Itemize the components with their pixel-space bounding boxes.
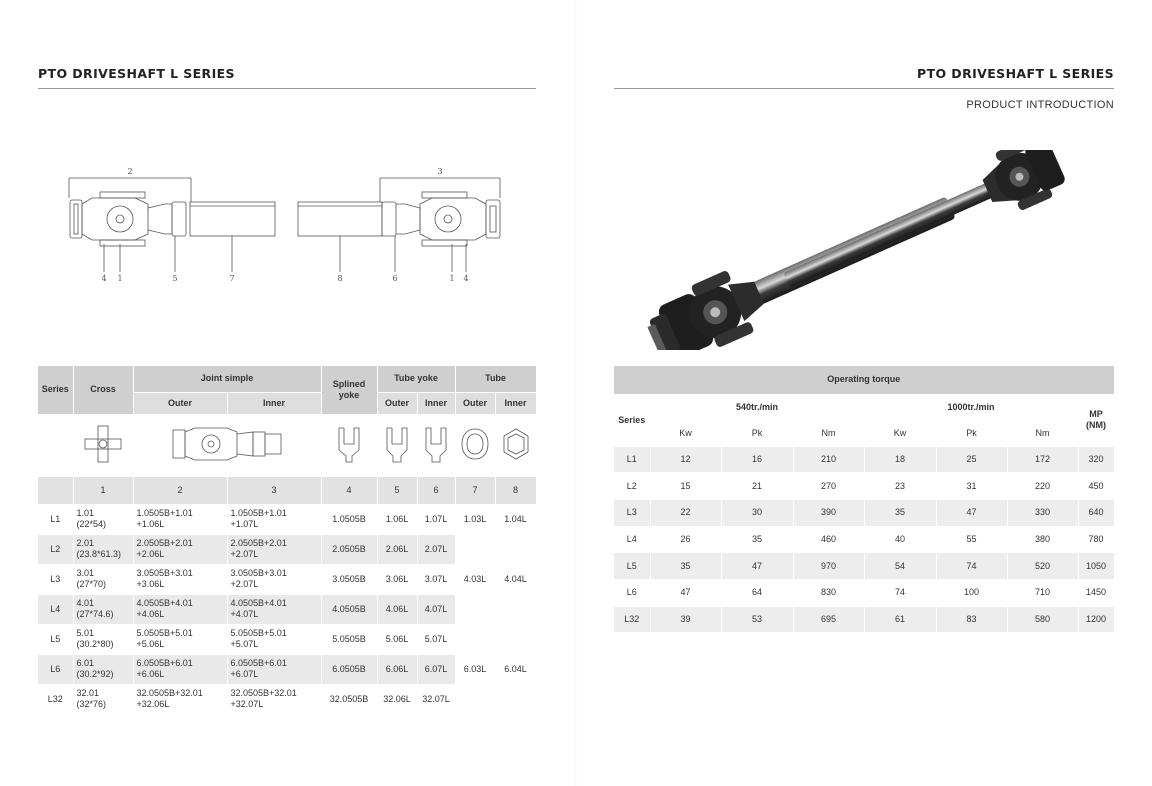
series-cell: L1 — [614, 446, 650, 473]
tube-yoke-outer-image — [377, 414, 417, 476]
tube-yoke-outer-cell: 4.06L — [377, 594, 417, 624]
torque-value-cell: 460 — [793, 526, 864, 553]
number-cell-empty — [38, 476, 73, 504]
joint-outer-cell: 3.0505B+3.01 +3.06L — [133, 564, 227, 594]
column-number: 3 — [227, 476, 321, 504]
torque-value-cell: 31 — [936, 473, 1007, 500]
callout-label: 6 — [392, 274, 398, 283]
col-header-tube: Tube — [455, 366, 536, 392]
left-title-rule — [38, 88, 536, 89]
callout-label: 8 — [337, 274, 343, 283]
tube-yoke-inner-cell: 6.07L — [417, 654, 455, 684]
col-header-series: Series — [38, 366, 73, 414]
col-header-kw: Kw — [864, 420, 936, 446]
col-header-kw: Kw — [650, 420, 721, 446]
series-cell: L6 — [38, 654, 73, 684]
tube-yoke-outer-cell: 6.06L — [377, 654, 417, 684]
tube-yoke-inner-cell: 2.07L — [417, 534, 455, 564]
tube-yoke-inner-cell: 3.07L — [417, 564, 455, 594]
callout-label: 7 — [229, 274, 235, 283]
joint-inner-cell: 5.0505B+5.01 +5.07L — [227, 624, 321, 654]
splined-yoke-cell: 6.0505B — [321, 654, 377, 684]
operating-torque-table — [614, 366, 1115, 633]
torque-value-cell: 35 — [721, 526, 793, 553]
torque-value-cell: 53 — [721, 606, 793, 633]
callout-label: 4 — [101, 274, 107, 283]
column-number: 6 — [417, 476, 455, 504]
torque-value-cell: 35 — [864, 499, 936, 526]
col-header-tube-outer: Outer — [455, 392, 495, 414]
torque-value-cell: 47 — [650, 579, 721, 606]
torque-value-cell: 12 — [650, 446, 721, 473]
splined-yoke-cell: 5.0505B — [321, 624, 377, 654]
joint-inner-cell: 32.0505B+32.01 +32.07L — [227, 684, 321, 714]
tube-inner-cell: 1.04L — [495, 504, 536, 534]
left-page-title: PTO DRIVESHAFT L SERIES — [38, 66, 235, 81]
right-page-title: PTO DRIVESHAFT L SERIES — [917, 66, 1114, 81]
cross-cell: 1.01 (22*54) — [73, 504, 133, 534]
col-header-tube-yoke-outer: Outer — [377, 392, 417, 414]
torque-value-cell: 64 — [721, 579, 793, 606]
joint-outer-cell: 1.0505B+1.01 +1.06L — [133, 504, 227, 534]
torque-value-cell: 780 — [1078, 526, 1114, 553]
torque-value-cell: 172 — [1007, 446, 1078, 473]
torque-value-cell: 25 — [936, 446, 1007, 473]
torque-value-cell: 15 — [650, 473, 721, 500]
torque-value-cell: 390 — [793, 499, 864, 526]
torque-value-cell: 23 — [864, 473, 936, 500]
torque-value-cell: 18 — [864, 446, 936, 473]
table-row — [614, 526, 1114, 553]
tube-yoke-inner-image — [417, 414, 455, 476]
torque-value-cell: 74 — [936, 553, 1007, 580]
torque-value-cell: 320 — [1078, 446, 1114, 473]
torque-value-cell: 30 — [721, 499, 793, 526]
torque-value-cell: 54 — [864, 553, 936, 580]
torque-value-cell: 21 — [721, 473, 793, 500]
cross-cell: 5.01 (30.2*80) — [73, 624, 133, 654]
torque-value-cell: 210 — [793, 446, 864, 473]
column-number: 1 — [73, 476, 133, 504]
torque-value-cell: 710 — [1007, 579, 1078, 606]
col-header-splined-yoke: Splined yoke — [321, 366, 377, 414]
col-header-tube-yoke-inner: Inner — [417, 392, 455, 414]
tube-yoke-outer-cell: 2.06L — [377, 534, 417, 564]
tube-yoke-outer-cell: 32.06L — [377, 684, 417, 714]
col-header-series: Series — [614, 394, 650, 446]
joint-outer-cell: 4.0505B+4.01 +4.06L — [133, 594, 227, 624]
cross-cell: 2.01 (23.8*61.3) — [73, 534, 133, 564]
torque-value-cell: 640 — [1078, 499, 1114, 526]
tube-yoke-outer-cell: 1.06L — [377, 504, 417, 534]
tube-outer-cell: 6.03L — [455, 624, 495, 714]
tube-inner-cell: 6.04L — [495, 624, 536, 714]
series-cell: L2 — [614, 473, 650, 500]
callout-label: 4 — [463, 274, 469, 283]
product-introduction-label: PRODUCT INTRODUCTION — [966, 99, 1114, 111]
driveshaft-product-photo — [630, 150, 1080, 350]
col-header-540: 540tr./min — [650, 394, 864, 420]
column-number: 2 — [133, 476, 227, 504]
cross-cell: 32.01 (32*76) — [73, 684, 133, 714]
series-cell: L6 — [614, 579, 650, 606]
splined-yoke-cell: 32.0505B — [321, 684, 377, 714]
splined-yoke-cell: 1.0505B — [321, 504, 377, 534]
dim-label-left: 2 — [127, 167, 133, 176]
torque-value-cell: 61 — [864, 606, 936, 633]
joint-simple-image — [133, 414, 321, 476]
col-header-nm: Nm — [793, 420, 864, 446]
joint-inner-cell: 2.0505B+2.01 +2.07L — [227, 534, 321, 564]
callout-label: 5 — [172, 274, 178, 283]
table-row — [614, 473, 1114, 500]
torque-value-cell: 39 — [650, 606, 721, 633]
tube-inner-image — [495, 414, 536, 476]
table-row — [38, 504, 536, 534]
col-header-nm: Nm — [1007, 420, 1078, 446]
col-header-1000: 1000tr./min — [864, 394, 1078, 420]
col-header-cross: Cross — [73, 366, 133, 414]
col-header-pk: Pk — [721, 420, 793, 446]
series-cell: L4 — [614, 526, 650, 553]
series-cell: L32 — [614, 606, 650, 633]
torque-value-cell: 1450 — [1078, 579, 1114, 606]
column-number: 4 — [321, 476, 377, 504]
torque-value-cell: 47 — [721, 553, 793, 580]
tube-yoke-outer-cell: 5.06L — [377, 624, 417, 654]
torque-value-cell: 1050 — [1078, 553, 1114, 580]
column-number: 8 — [495, 476, 536, 504]
tube-outer-cell: 4.03L — [455, 534, 495, 624]
torque-value-cell: 380 — [1007, 526, 1078, 553]
torque-value-cell: 270 — [793, 473, 864, 500]
cross-cell: 4.01 (27*74.6) — [73, 594, 133, 624]
tube-inner-cell: 4.04L — [495, 534, 536, 624]
joint-outer-cell: 32.0505B+32.01 +32.06L — [133, 684, 227, 714]
table-row — [38, 534, 536, 564]
joint-outer-cell: 2.0505B+2.01 +2.06L — [133, 534, 227, 564]
series-cell: L3 — [614, 499, 650, 526]
torque-value-cell: 330 — [1007, 499, 1078, 526]
callout-label: 1 — [449, 274, 455, 283]
callout-label: 1 — [117, 274, 123, 283]
torque-value-cell: 35 — [650, 553, 721, 580]
table-row — [614, 606, 1114, 633]
torque-value-cell: 16 — [721, 446, 793, 473]
splined-yoke-image — [321, 414, 377, 476]
torque-value-cell: 100 — [936, 579, 1007, 606]
series-cell: L32 — [38, 684, 73, 714]
dim-label-right: 3 — [437, 167, 443, 176]
table-row — [614, 446, 1114, 473]
series-cell: L3 — [38, 564, 73, 594]
joint-inner-cell: 6.0505B+6.01 +6.07L — [227, 654, 321, 684]
torque-value-cell: 520 — [1007, 553, 1078, 580]
operating-torque-title: Operating torque — [614, 366, 1114, 394]
column-number: 7 — [455, 476, 495, 504]
torque-value-cell: 55 — [936, 526, 1007, 553]
driveshaft-exploded-diagram — [60, 160, 510, 290]
cross-cell: 3.01 (27*70) — [73, 564, 133, 594]
table-row — [38, 624, 536, 654]
series-cell: L5 — [38, 624, 73, 654]
torque-value-cell: 1200 — [1078, 606, 1114, 633]
tube-yoke-inner-cell: 1.07L — [417, 504, 455, 534]
col-header-joint-inner: Inner — [227, 392, 321, 414]
cross-image — [73, 414, 133, 476]
cross-cell: 6.01 (30.2*92) — [73, 654, 133, 684]
components-table — [38, 366, 537, 715]
torque-value-cell: 830 — [793, 579, 864, 606]
splined-yoke-cell: 4.0505B — [321, 594, 377, 624]
table-row — [614, 553, 1114, 580]
series-cell: L2 — [38, 534, 73, 564]
series-cell: L5 — [614, 553, 650, 580]
torque-value-cell: 40 — [864, 526, 936, 553]
right-title-rule — [614, 88, 1114, 89]
col-header-pk: Pk — [936, 420, 1007, 446]
torque-value-cell: 22 — [650, 499, 721, 526]
torque-value-cell: 47 — [936, 499, 1007, 526]
joint-outer-cell: 5.0505B+5.01 +5.06L — [133, 624, 227, 654]
col-header-tube-inner: Inner — [495, 392, 536, 414]
col-header-tube-yoke: Tube yoke — [377, 366, 455, 392]
table-row — [614, 499, 1114, 526]
torque-value-cell: 26 — [650, 526, 721, 553]
tube-yoke-inner-cell: 32.07L — [417, 684, 455, 714]
joint-inner-cell: 4.0505B+4.01 +4.07L — [227, 594, 321, 624]
image-cell-empty — [38, 414, 73, 476]
col-header-joint-outer: Outer — [133, 392, 227, 414]
joint-inner-cell: 3.0505B+3.01 +2.07L — [227, 564, 321, 594]
torque-value-cell: 74 — [864, 579, 936, 606]
column-number: 5 — [377, 476, 417, 504]
torque-value-cell: 580 — [1007, 606, 1078, 633]
splined-yoke-cell: 3.0505B — [321, 564, 377, 594]
tube-yoke-outer-cell: 3.06L — [377, 564, 417, 594]
col-header-joint-simple: Joint simple — [133, 366, 321, 392]
tube-outer-image — [455, 414, 495, 476]
torque-value-cell: 220 — [1007, 473, 1078, 500]
tube-yoke-inner-cell: 5.07L — [417, 624, 455, 654]
table-row — [614, 579, 1114, 606]
tube-yoke-inner-cell: 4.07L — [417, 594, 455, 624]
torque-value-cell: 695 — [793, 606, 864, 633]
splined-yoke-cell: 2.0505B — [321, 534, 377, 564]
page-fold — [575, 0, 577, 786]
torque-value-cell: 450 — [1078, 473, 1114, 500]
tube-outer-cell: 1.03L — [455, 504, 495, 534]
torque-value-cell: 83 — [936, 606, 1007, 633]
torque-value-cell: 970 — [793, 553, 864, 580]
series-cell: L4 — [38, 594, 73, 624]
series-cell: L1 — [38, 504, 73, 534]
joint-outer-cell: 6.0505B+6.01 +6.06L — [133, 654, 227, 684]
joint-inner-cell: 1.0505B+1.01 +1.07L — [227, 504, 321, 534]
col-header-mp: MP (NM) — [1078, 394, 1114, 446]
